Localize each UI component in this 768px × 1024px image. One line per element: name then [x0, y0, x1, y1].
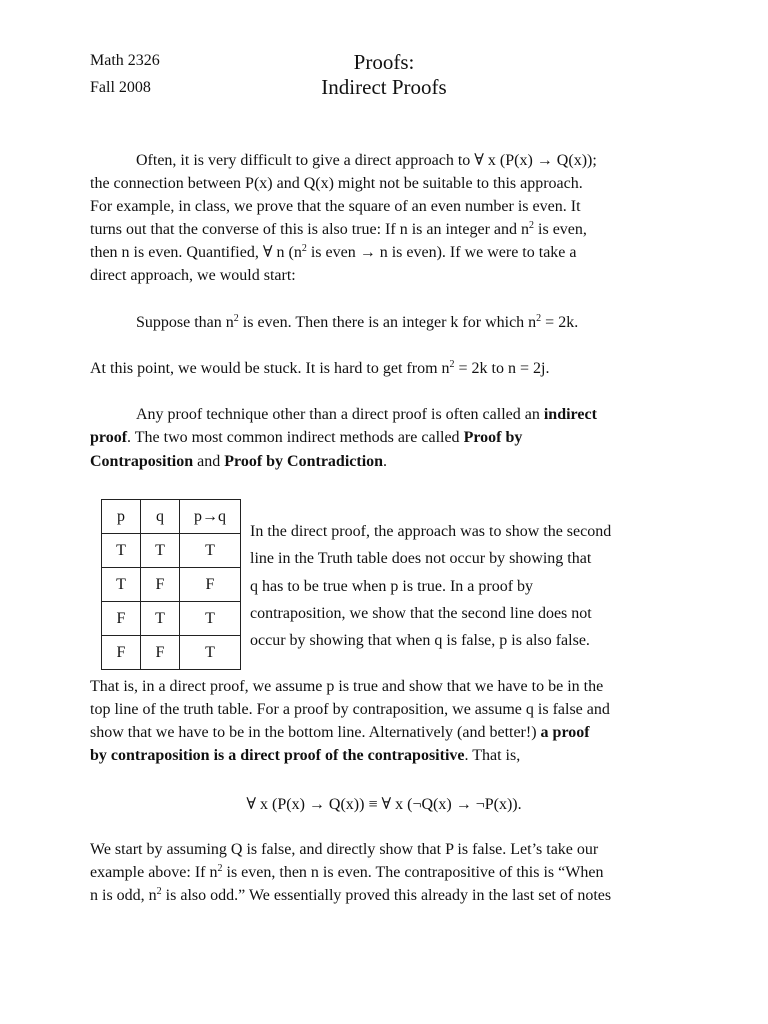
para1-line1: Often, it is very difficult to give a direct approach to ∀ x (P(x) → Q(x));: [136, 152, 597, 169]
para3-line2: top line of the truth table. For a proof by contraposition, we assume q is false and: [90, 701, 610, 718]
superscript: 2: [529, 220, 535, 231]
course-label: Math 2326: [90, 52, 160, 69]
para4-line3: n is odd, $n^2$ is also odd.” We essentially proved this already in the last set of notes: [90, 886, 612, 904]
table-row: [102, 568, 241, 602]
para1-line4: turns out that the converse of this is also true: If n is an integer and $n^2$ is even,: [90, 220, 587, 238]
term-label: Fall 2008: [90, 79, 151, 96]
table-cell: F: [102, 636, 141, 670]
table-cell: T: [102, 568, 141, 602]
table-cell: F: [141, 568, 180, 602]
title-line-2: Indirect Proofs: [321, 75, 447, 99]
table-cell: T: [180, 602, 241, 636]
para1-line6: direct approach, we would start:: [90, 267, 296, 284]
table-cell: T: [102, 534, 141, 568]
table-cell: T: [141, 602, 180, 636]
table-cell: T: [180, 534, 241, 568]
para2-line1: Any proof technique other than a direct proof is often called an indirect: [136, 406, 597, 423]
side-line3: q has to be true when p is true. In a proof by: [250, 578, 534, 595]
para1-line5: then n is even. Quantified, ∀ n ($n^2$ is even → n is even). If we were to take a: [90, 243, 577, 261]
para4-line1: We start by assuming Q is false, and directly show that P is false. Let’s take our: [90, 841, 599, 858]
title-line-1: Proofs:: [353, 50, 415, 74]
table-cell: T: [141, 534, 180, 568]
supposition-line: Suppose than $n^2$ is even. Then there is an integer k for which $n^2 = 2k$.: [136, 313, 579, 331]
para4-line2: example above: If $n^2$ is even, then n is even. The contrapositive of this is “When: [90, 863, 604, 881]
superscript: 2: [536, 313, 542, 324]
table-cell: F: [102, 602, 141, 636]
side-line5: occur by showing that when q is false, p is also false.: [250, 632, 590, 649]
para2-line2: proof. The two most common indirect methods are called Proof by: [90, 429, 523, 446]
table-header-cell: p: [102, 500, 141, 534]
table-row: [102, 602, 241, 636]
table-header-row: [102, 500, 241, 534]
superscript: 2: [233, 313, 239, 324]
para3-line4: by contraposition is a direct proof of the contrapositive. That is,: [90, 747, 521, 764]
side-line1: In the direct proof, the approach was to show the second: [250, 523, 612, 540]
truth-table: [101, 499, 241, 670]
table-cell: F: [141, 636, 180, 670]
superscript: 2: [156, 886, 162, 897]
table-header-cell: q: [141, 500, 180, 534]
table-cell: T: [180, 636, 241, 670]
side-line2: line in the Truth table does not occur by showing that: [250, 550, 592, 567]
para1-line2: the connection between P(x) and Q(x) might not be suitable to this approach.: [90, 175, 583, 192]
table-cell: F: [180, 568, 241, 602]
para3-line3: show that we have to be in the bottom line. Alternatively (and better!) a proof: [90, 724, 590, 741]
table-header-cell: p→q: [180, 500, 241, 534]
para2-line3: Contraposition and Proof by Contradiction.: [90, 453, 388, 470]
equivalence-formula: ∀ x (P(x) → Q(x)) ≡ ∀ x (¬Q(x) → ¬P(x)).: [246, 796, 522, 813]
superscript: 2: [217, 863, 223, 874]
stuck-line: At this point, we would be stuck. It is hard to get from $n^2 = 2k$ to n = 2j.: [90, 359, 550, 377]
side-line4: contraposition, we show that the second line does not: [250, 605, 592, 622]
para3-line1: That is, in a direct proof, we assume p is true and show that we have to be in the: [90, 678, 604, 695]
para1-line3: For example, in class, we prove that the square of an even number is even. It: [90, 198, 581, 215]
table-row: [102, 636, 241, 670]
superscript: 2: [301, 243, 307, 254]
table-row: [102, 534, 241, 568]
superscript: 2: [449, 359, 455, 370]
